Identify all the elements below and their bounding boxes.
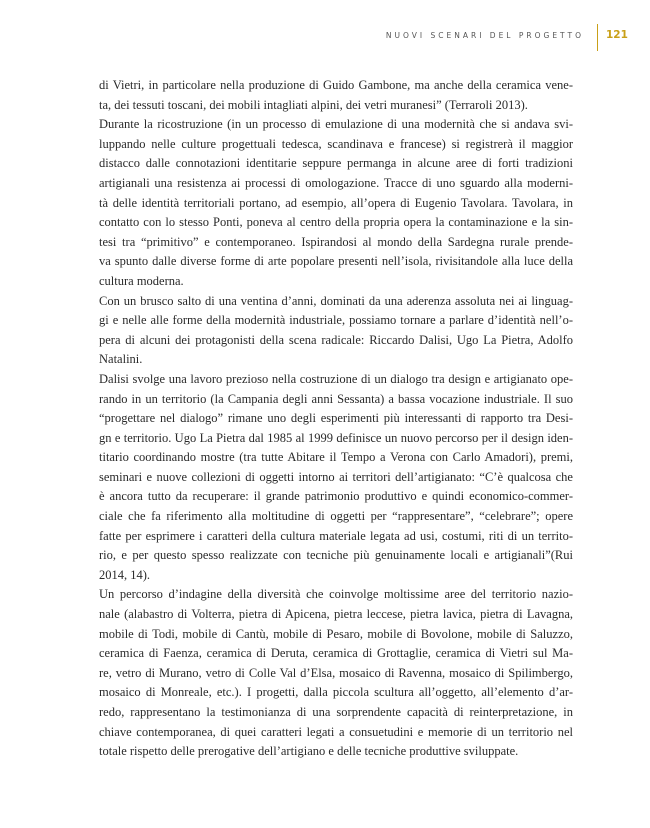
text-line: distacco dalle connotazioni identitarie seppure permanga in alcune aree di forti tradizioni [99,156,573,171]
text-line: di Vietri, in particolare nella produzione di Guido Gambone, ma anche della ceramica vene- [99,78,573,92]
paragraph [99,585,573,761]
text-line: Con un brusco salto di una ventina d’anni, dominati da una aderenza assoluta nei ai linguag- [99,293,573,308]
text-line: tà delle identità territoriali portano, ad esempio, all’opera di Eugenio Tavolara. Tavolara, in [99,195,573,210]
text-line: rando in un territorio (la Campania degli anni Sessanta) a bassa vocazione industriale. Il suo [99,391,573,406]
text-line: redo, rappresentano la testimonianza di una sorprendente capacità di reinterpretazione, in [99,705,573,719]
text-line: mobile di Todi, mobile di Cantù, mobile di Pesaro, mobile di Bovolone, mobile di Saluzzo, [99,626,573,641]
text-line: totale rispetto delle prerogative dell’artigiano e delle tecniche produttive sviluppate. [99,744,519,759]
text-line: tesi tra “primitivo” e contemporaneo. Ispirandosi al mondo della Sardegna rurale prende- [99,234,573,249]
body-text [99,76,573,762]
text-line: pera di alcuni dei protagonisti della scena radicale: Riccardo Dalisi, Ugo La Pietra, Adolfo [99,332,573,347]
text-line: nale (alabastro di Volterra, pietra di Apicena, pietra leccese, pietra lavica, pietra di Lavagna, [99,607,573,622]
text-line: cultura moderna. [99,273,184,288]
page-number: 121 [606,29,628,41]
running-head: NUOVI SCENARI DEL PROGETTO [385,31,584,40]
text-line: seminari e nuove collezioni di oggetti intorno ai territori dell’artigianato: “C’è qualcosa che [99,469,573,484]
text-line: fatte per esprimere i caratteri della cultura materiale legata ad usi, costumi, riti di un territo- [99,528,573,543]
text-line: Dalisi svolge una lavoro prezioso nella costruzione di un dialogo tra design e artigianato ope- [99,371,573,386]
text-line: va spunto dalle diverse forme di arte popolare presenti nell’isola, rivisitandole alla luce della [99,254,573,269]
text-line: Natalini. [99,352,143,367]
text-line: Un percorso d’indagine della diversità che coinvolge moltissime aree del territorio nazio- [99,587,573,602]
header-divider [597,24,598,51]
text-line: “progettare nel dialogo” rimane uno degli esperimenti più interessanti di rapporto tra Desi- [99,411,573,426]
text-line: gn e territorio. Ugo La Pietra dal 1985 al 1999 definisce un nuovo percorso per il design iden- [99,430,573,445]
text-line: re, vetro di Murano, vetro di Colle Val d’Elsa, mosaico di Ravenna, mosaico di Spilimbergo, [99,665,573,680]
text-line: gi e nelle alle forme della modernità industriale, possiamo tornare a parlare d’identità nell’o- [99,313,573,328]
paragraph [99,370,573,586]
text-line: titario coordinando mostre (tra tutte Abitare il Tempo a Verona con Carlo Amadori), premi, [99,450,573,465]
text-line: ta, dei tessuti toscani, dei mobili intagliati alpini, dei vetri muranesi” (Terraroli 2013). [99,97,528,112]
text-line: Durante la ricostruzione (in un processo di emulazione di una modernità che si andava svi- [99,117,573,132]
text-line: ciale che fa riferimento alla moltitudine di oggetti per “rappresentare”, “celebrare”; opere [99,509,573,524]
paragraph [99,115,573,291]
text-line: 2014, 14). [99,567,151,582]
text-line: ceramica di Faenza, ceramica di Deruta, ceramica di Grottaglie, ceramica di Vietri sul Ma- [99,646,573,661]
text-line: mosaico di Monreale, etc.). I progetti, dalla piccola scultura all’oggetto, all’elemento d’ar- [99,685,573,700]
text-line: contatto con lo stesso Ponti, poneva al centro della propria opera la contaminazione e la sin- [99,215,573,230]
paragraph [99,292,573,370]
text-line: è ancora tutto da recuperare: il grande patrimonio produttivo e quindi economico-commer- [99,489,573,504]
paragraph [99,76,573,115]
text-line: luppando nelle culture progettuali tedesca, scandinava e francese) si registrerà il maggior [99,136,573,151]
text-line: chiave contemporanea, di quei caratteri legati a consuetudini e memorie di un territorio nel [99,724,573,739]
text-line: artigianali una resistenza ai processi di omologazione. Tracce di uno sguardo alla moderni- [99,175,573,190]
text-line: rio, e per questo spesso realizzate con tecniche più genuinamente locali e artigianali”(Rui [99,548,573,563]
